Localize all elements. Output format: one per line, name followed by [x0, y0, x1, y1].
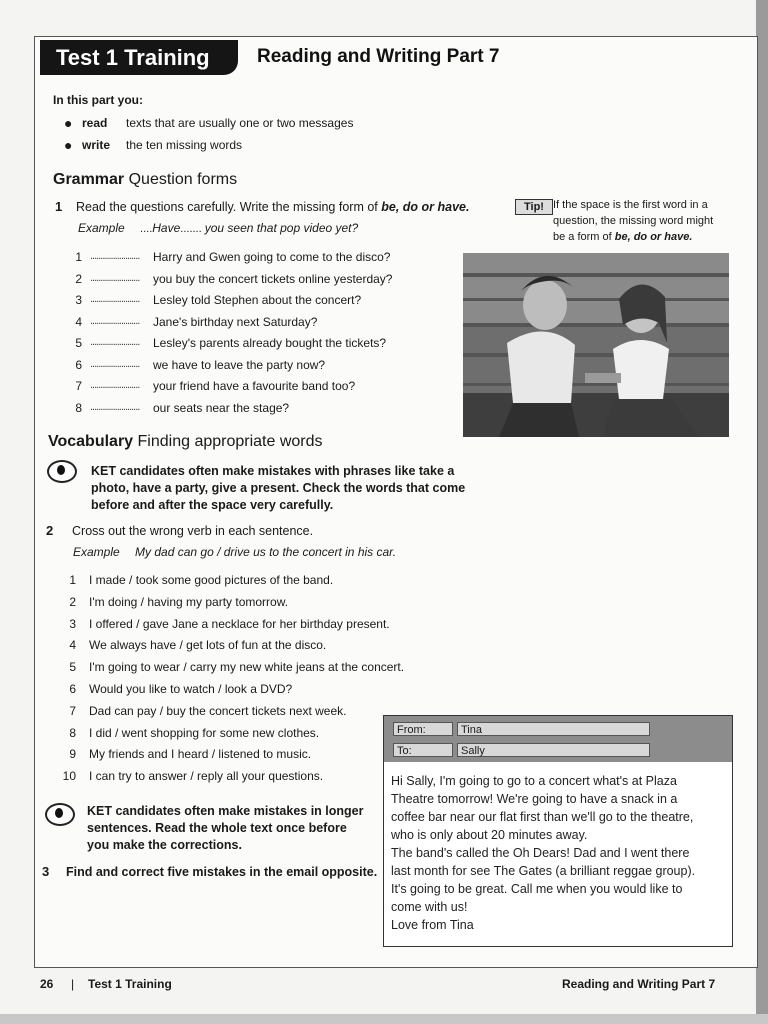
item-text: Lesley's parents already bought the tickets? [153, 336, 387, 350]
item-number: 3 [75, 293, 82, 307]
item-number: 6 [75, 357, 82, 372]
teens-photo [463, 253, 729, 437]
answer-blank[interactable]: ........................ [90, 250, 140, 262]
item-text[interactable]: I did / went shopping for some new clothes. [89, 725, 320, 740]
vocabulary-heading-rest: Finding appropriate words [137, 433, 323, 450]
item-text[interactable]: Dad can pay / buy the concert tickets next week. [89, 703, 347, 718]
email-line: Theatre tomorrow! We're going to have a snack in a [391, 792, 678, 806]
intro-text: texts that are usually one or two messages [126, 116, 354, 130]
item-number: 1 [69, 573, 76, 587]
item-text: Harry and Gwen going to come to the disco? [153, 250, 391, 264]
item-text[interactable]: I made / took some good pictures of the band. [89, 573, 334, 587]
tip-keywords: be, do or have. [614, 231, 693, 243]
item-number: 5 [69, 660, 76, 675]
email-body [391, 772, 723, 934]
answer-blank[interactable]: ........................ [90, 314, 140, 327]
item-text: Lesley told Stephen about the concert? [153, 293, 362, 307]
item-number: 8 [75, 400, 82, 415]
item-text: Jane's birthday next Saturday? [153, 314, 318, 329]
item-number: 2 [69, 594, 76, 609]
tip-line: question, the missing word might [553, 215, 714, 227]
footer-left-text: Test 1 Training [88, 977, 172, 991]
answer-blank[interactable]: ........................ [90, 379, 140, 391]
item-text[interactable]: I'm doing / having my party tomorrow. [89, 594, 289, 609]
exercise-number: 3 [42, 864, 50, 879]
answer-blank[interactable]: ........................ [90, 336, 140, 348]
email-line: Hi Sally, I'm going to go to a concert what's at Plaza [391, 774, 677, 788]
item-text[interactable]: My friends and I heard / listened to music. [89, 747, 312, 762]
example-text: My dad can go / drive us to the concert in his car. [135, 545, 397, 559]
item-number: 4 [69, 638, 76, 653]
vocabulary-heading [48, 433, 323, 451]
answer-blank[interactable]: ........................ [90, 357, 140, 370]
exercise-instruction: Cross out the wrong verb in each sentence. [72, 524, 314, 538]
item-number: 6 [69, 682, 76, 696]
grammar-heading [53, 171, 237, 189]
email-box [383, 715, 733, 947]
item-number: 8 [69, 725, 76, 740]
exercise-number: 2 [46, 523, 54, 538]
email-line: Love from Tina [391, 918, 474, 932]
bullet-icon: ● [64, 137, 73, 153]
item-number: 7 [69, 703, 76, 718]
grammar-heading-rest: Question forms [128, 171, 238, 188]
item-text[interactable]: I offered / gave Jane a necklace for her birthday present. [89, 616, 390, 631]
intro-keyword: write [82, 138, 111, 152]
instruction-text: Read the questions carefully. Write the missing form of [76, 200, 378, 214]
item-number: 5 [75, 336, 82, 350]
example-row: Example ....Have....... you seen that pop video yet? [78, 221, 359, 235]
tip-line: be a form of be, do or have. [553, 231, 693, 243]
item-number: 4 [75, 314, 82, 329]
example-label: Example [78, 221, 125, 235]
exercise-instruction [76, 200, 469, 214]
item-text[interactable]: Would you like to watch / look a DVD? [89, 682, 293, 696]
email-line: come with us! [391, 900, 468, 914]
page-bottom-edge [0, 1014, 768, 1024]
footer-page-number: 26 [40, 977, 54, 991]
page-title: Reading and Writing Part 7 [257, 46, 500, 67]
intro-keyword: read [82, 116, 108, 130]
example-answer: Have [152, 221, 181, 235]
example-row [73, 545, 396, 559]
item-number: 10 [62, 769, 76, 784]
error-warning-icon [45, 803, 75, 826]
item-text: our seats near the stage? [153, 400, 290, 415]
item-number: 3 [69, 616, 76, 631]
item-number: 2 [75, 271, 82, 286]
item-number: 1 [75, 250, 82, 264]
example-text: you seen that pop video yet? [204, 221, 359, 235]
vocabulary-heading-bold: Vocabulary [48, 433, 134, 450]
item-number: 7 [75, 379, 82, 393]
ket-note: KET candidates often make mistakes in longer sentences. Read the whole text once before you make the corrections. [87, 804, 364, 852]
item-text[interactable]: I'm going to wear / carry my new white jeans at the concert. [89, 660, 405, 675]
item-text[interactable]: I can try to answer / reply all your questions. [89, 769, 324, 784]
email-to-label: To: [393, 743, 453, 757]
email-to-field[interactable]: Sally [457, 743, 650, 757]
email-from-label: From: [393, 722, 453, 736]
item-text: your friend have a favourite band too? [153, 379, 356, 393]
tip-text [553, 197, 753, 245]
tip-line: If the space is the first word in a [553, 199, 708, 211]
answer-blank[interactable]: ........................ [90, 271, 140, 284]
test-badge: Test 1 Training [40, 40, 238, 75]
email-line: who is only about 20 minutes away. [391, 828, 588, 842]
item-number: 9 [69, 747, 76, 762]
email-line: last month for see The Gates (a brilliant reggae group). [391, 864, 696, 878]
intro-text: the ten missing words [126, 138, 243, 152]
error-warning-icon [47, 460, 77, 483]
item-text[interactable]: We always have / get lots of fun at the disco. [89, 638, 327, 653]
example-label: Example [73, 545, 120, 559]
exercise-number: 1 [55, 199, 63, 214]
intro-label: In this part you: [53, 93, 143, 107]
answer-blank[interactable]: ........................ [90, 293, 140, 305]
email-from-field[interactable]: Tina [457, 722, 650, 736]
exercise-instruction: Find and correct five mistakes in the email opposite. [66, 865, 378, 879]
tip-badge: Tip! [515, 199, 553, 215]
bullet-icon: ● [64, 115, 73, 131]
email-line: coffee bar near our flat first than we'll go to the theatre, [391, 810, 694, 824]
email-line: The band's called the Oh Dears! Dad and I went there [391, 846, 690, 860]
instruction-keywords: be, do or have. [381, 200, 470, 214]
answer-blank[interactable]: ........................ [90, 400, 140, 413]
ket-note: KET candidates often make mistakes with phrases like take a photo, have a party, give a present. Check the words that come before and after the space very carefully. [91, 464, 466, 512]
email-line: It's going to be great. Call me when you would like to [391, 882, 683, 896]
item-text: you buy the concert tickets online yesterday? [153, 271, 393, 286]
grammar-heading-bold: Grammar [53, 171, 125, 188]
footer-separator: | [71, 977, 75, 991]
footer-right-text: Reading and Writing Part 7 [562, 977, 716, 991]
item-text: we have to leave the party now? [153, 357, 326, 372]
